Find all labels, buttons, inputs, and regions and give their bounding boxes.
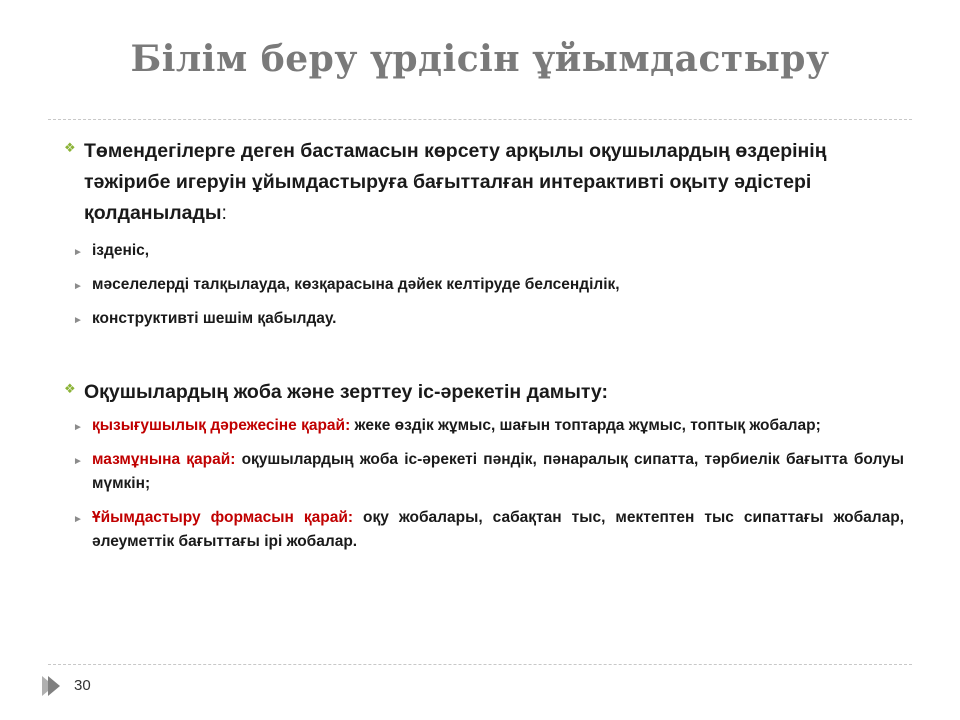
list-item <box>64 506 904 554</box>
list-item <box>64 273 904 297</box>
triangle-bullet-icon: ► <box>73 456 83 467</box>
section-1-colon: : <box>221 202 227 224</box>
triangle-bullet-icon: ► <box>73 422 83 433</box>
diamond-bullet-icon: ❖ <box>64 140 76 155</box>
triangle-bullet-icon: ► <box>73 514 83 525</box>
section-2-sub-list <box>64 414 904 554</box>
section-2-text: Оқушылардың жоба және зерттеу іс-әрекетін дамыту: <box>84 381 609 403</box>
list-item-label: қызығушылық дәрежесіне қарай: <box>92 417 351 434</box>
triangle-bullet-icon: ► <box>73 247 83 258</box>
list-item <box>64 307 904 331</box>
list-item <box>64 448 904 496</box>
section-2-bullet <box>64 377 904 408</box>
footer-divider <box>48 664 912 665</box>
section-1-sub-list <box>64 239 904 331</box>
list-item-text: оқушылардың жоба іс-әрекеті пәндік, пәнаралық сипатта, тәрбиелік бағытта болуы мүмкін; <box>92 451 904 492</box>
list-item-text: ізденіс, <box>92 242 150 259</box>
section-1-bullet <box>64 136 904 229</box>
list-item <box>64 239 904 263</box>
list-item-text: мәселелерді талқылауда, көзқарасына дәйек келтіруде белсенділік, <box>92 276 620 293</box>
footer-arrow-icon <box>48 676 60 696</box>
list-item-text: оқу жобалары, сабақтан тыс, мектептен тыс сипаттағы жобалар, әлеуметтік бағыттағы ірі жобалар. <box>92 509 905 550</box>
slide-title: Білім беру үрдісін ұйымдастыру <box>130 38 830 80</box>
list-item-label: Ұйымдастыру формасын қарай: <box>92 509 354 526</box>
triangle-bullet-icon: ► <box>73 315 83 326</box>
list-item-text: жеке өздік жұмыс, шағын топтарда жұмыс, топтық жобалар; <box>350 417 821 434</box>
triangle-bullet-icon: ► <box>73 281 83 292</box>
slide-content <box>64 136 904 554</box>
list-item-text: конструктивті шешім қабылдау. <box>92 310 337 327</box>
list-item-label: мазмұнына қарай: <box>92 451 236 468</box>
diamond-bullet-icon: ❖ <box>64 381 76 396</box>
section-1-text: Төмендегілерге деген бастамасын көрсету арқылы оқушылардың өздерінің тәжірибе игеруін ұйымдастыруға бағытталған интерактивті оқыту әдістері қолданылады <box>84 140 827 224</box>
list-item <box>64 414 904 438</box>
title-divider <box>48 119 912 120</box>
page-number: 30 <box>74 677 91 694</box>
